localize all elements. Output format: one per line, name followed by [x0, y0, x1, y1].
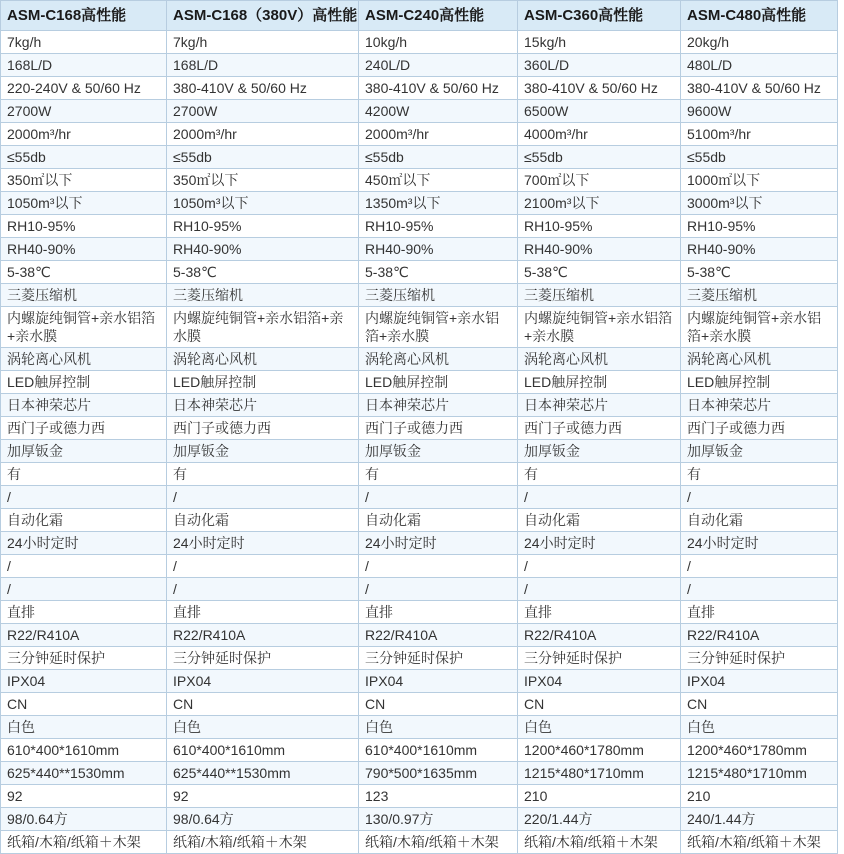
spec-cell: 自动化霜: [359, 509, 518, 532]
spec-cell: IPX04: [518, 670, 681, 693]
spec-cell: 西门子或德力西: [1, 417, 167, 440]
spec-cell: 直排: [518, 601, 681, 624]
column-header: ASM-C480高性能: [681, 1, 838, 31]
spec-cell: R22/R410A: [681, 624, 838, 647]
spec-cell: 350㎡以下: [167, 169, 359, 192]
spec-cell: 5100m³/hr: [681, 123, 838, 146]
spec-cell: 24小时定时: [1, 532, 167, 555]
spec-cell: 168L/D: [1, 54, 167, 77]
spec-cell: 4000m³/hr: [518, 123, 681, 146]
spec-cell: 2100m³以下: [518, 192, 681, 215]
table-row: [1, 169, 838, 192]
spec-cell: 610*400*1610mm: [359, 739, 518, 762]
spec-cell: 92: [167, 785, 359, 808]
spec-cell: 白色: [359, 716, 518, 739]
spec-cell: RH10-95%: [359, 215, 518, 238]
spec-cell: 日本神荣芯片: [359, 394, 518, 417]
spec-cell: 日本神荣芯片: [518, 394, 681, 417]
spec-cell: 24小时定时: [167, 532, 359, 555]
spec-cell: 1350m³以下: [359, 192, 518, 215]
spec-cell: 4200W: [359, 100, 518, 123]
spec-cell: ≤55db: [1, 146, 167, 169]
spec-cell: 1215*480*1710mm: [681, 762, 838, 785]
spec-cell: 三菱压缩机: [1, 284, 167, 307]
table-header-row: [1, 1, 838, 31]
spec-cell: 1215*480*1710mm: [518, 762, 681, 785]
table-row: [1, 440, 838, 463]
spec-cell: 625*440**1530mm: [1, 762, 167, 785]
spec-cell: 涡轮离心风机: [359, 348, 518, 371]
spec-cell: 有: [1, 463, 167, 486]
spec-cell: LED触屏控制: [681, 371, 838, 394]
spec-cell: 2000m³/hr: [359, 123, 518, 146]
spec-cell: 内螺旋纯铜管+亲水铝箔+亲水膜: [1, 307, 167, 348]
spec-cell: 涡轮离心风机: [1, 348, 167, 371]
spec-cell: 240L/D: [359, 54, 518, 77]
spec-cell: 加厚钣金: [359, 440, 518, 463]
spec-cell: 20kg/h: [681, 31, 838, 54]
spec-cell: RH10-95%: [1, 215, 167, 238]
spec-cell: 2700W: [167, 100, 359, 123]
spec-cell: 240/1.44方: [681, 808, 838, 831]
spec-cell: 内螺旋纯铜管+亲水铝箔+亲水膜: [518, 307, 681, 348]
table-row: [1, 509, 838, 532]
spec-cell: 纸箱/木箱/纸箱＋木架: [359, 831, 518, 854]
spec-cell: /: [167, 578, 359, 601]
spec-cell: 纸箱/木箱/纸箱＋木架: [518, 831, 681, 854]
spec-cell: LED触屏控制: [359, 371, 518, 394]
spec-cell: 2700W: [1, 100, 167, 123]
spec-cell: 6500W: [518, 100, 681, 123]
spec-cell: 380-410V & 50/60 Hz: [681, 77, 838, 100]
spec-cell: RH40-90%: [359, 238, 518, 261]
table-row: [1, 532, 838, 555]
spec-cell: 130/0.97方: [359, 808, 518, 831]
spec-cell: 白色: [681, 716, 838, 739]
spec-cell: 涡轮离心风机: [681, 348, 838, 371]
table-row: [1, 238, 838, 261]
table-row: [1, 555, 838, 578]
table-row: [1, 693, 838, 716]
table-row: [1, 348, 838, 371]
spec-cell: /: [167, 555, 359, 578]
spec-cell: IPX04: [681, 670, 838, 693]
spec-cell: 白色: [518, 716, 681, 739]
spec-cell: RH40-90%: [1, 238, 167, 261]
spec-cell: 98/0.64方: [167, 808, 359, 831]
column-header: ASM-C168（380V）高性能: [167, 1, 359, 31]
spec-cell: ≤55db: [681, 146, 838, 169]
spec-cell: 西门子或德力西: [359, 417, 518, 440]
table-row: [1, 578, 838, 601]
table-row: [1, 371, 838, 394]
spec-cell: 自动化霜: [1, 509, 167, 532]
spec-cell: 1050m³以下: [1, 192, 167, 215]
spec-cell: 380-410V & 50/60 Hz: [167, 77, 359, 100]
spec-cell: 内螺旋纯铜管+亲水铝箔+亲水膜: [167, 307, 359, 348]
spec-cell: 日本神荣芯片: [1, 394, 167, 417]
spec-cell: 纸箱/木箱/纸箱＋木架: [681, 831, 838, 854]
spec-cell: 三分钟延时保护: [518, 647, 681, 670]
spec-cell: 西门子或德力西: [681, 417, 838, 440]
spec-cell: CN: [359, 693, 518, 716]
spec-cell: 2000m³/hr: [1, 123, 167, 146]
table-row: [1, 670, 838, 693]
spec-cell: 三分钟延时保护: [167, 647, 359, 670]
spec-cell: CN: [681, 693, 838, 716]
spec-cell: 123: [359, 785, 518, 808]
spec-cell: 480L/D: [681, 54, 838, 77]
spec-cell: 有: [359, 463, 518, 486]
spec-cell: 98/0.64方: [1, 808, 167, 831]
spec-cell: 加厚钣金: [167, 440, 359, 463]
table-row: [1, 100, 838, 123]
table-row: [1, 486, 838, 509]
spec-cell: /: [167, 486, 359, 509]
spec-cell: 7kg/h: [1, 31, 167, 54]
table-row: [1, 785, 838, 808]
spec-cell: 450㎡以下: [359, 169, 518, 192]
spec-cell: 168L/D: [167, 54, 359, 77]
spec-cell: 白色: [167, 716, 359, 739]
spec-cell: 有: [167, 463, 359, 486]
spec-cell: 加厚钣金: [681, 440, 838, 463]
spec-cell: 自动化霜: [167, 509, 359, 532]
table-row: [1, 215, 838, 238]
table-row: [1, 307, 838, 348]
table-row: [1, 284, 838, 307]
spec-cell: 三分钟延时保护: [681, 647, 838, 670]
spec-cell: 625*440**1530mm: [167, 762, 359, 785]
header-row: [1, 1, 838, 31]
spec-cell: ≤55db: [167, 146, 359, 169]
spec-cell: R22/R410A: [1, 624, 167, 647]
spec-cell: 5-38℃: [167, 261, 359, 284]
spec-cell: 2000m³/hr: [167, 123, 359, 146]
spec-cell: 15kg/h: [518, 31, 681, 54]
spec-cell: RH10-95%: [681, 215, 838, 238]
spec-cell: 380-410V & 50/60 Hz: [359, 77, 518, 100]
table-row: [1, 739, 838, 762]
spec-cell: CN: [1, 693, 167, 716]
table-row: [1, 647, 838, 670]
table-row: [1, 463, 838, 486]
spec-cell: 直排: [167, 601, 359, 624]
spec-cell: /: [518, 486, 681, 509]
spec-cell: 三菱压缩机: [681, 284, 838, 307]
spec-cell: 日本神荣芯片: [681, 394, 838, 417]
spec-cell: 220/1.44方: [518, 808, 681, 831]
table-row: [1, 417, 838, 440]
spec-cell: 纸箱/木箱/纸箱＋木架: [1, 831, 167, 854]
spec-cell: 1000㎡以下: [681, 169, 838, 192]
spec-cell: IPX04: [359, 670, 518, 693]
column-header: ASM-C168高性能: [1, 1, 167, 31]
spec-cell: /: [1, 486, 167, 509]
table-row: [1, 261, 838, 284]
spec-cell: 350㎡以下: [1, 169, 167, 192]
spec-cell: RH40-90%: [167, 238, 359, 261]
spec-cell: /: [359, 486, 518, 509]
spec-cell: ≤55db: [359, 146, 518, 169]
spec-cell: RH10-95%: [167, 215, 359, 238]
spec-cell: 5-38℃: [359, 261, 518, 284]
spec-cell: 直排: [1, 601, 167, 624]
spec-cell: 西门子或德力西: [167, 417, 359, 440]
spec-cell: 自动化霜: [518, 509, 681, 532]
spec-cell: R22/R410A: [518, 624, 681, 647]
spec-cell: /: [1, 555, 167, 578]
spec-cell: 24小时定时: [518, 532, 681, 555]
spec-cell: 西门子或德力西: [518, 417, 681, 440]
spec-cell: 24小时定时: [681, 532, 838, 555]
spec-cell: IPX04: [1, 670, 167, 693]
spec-cell: 1200*460*1780mm: [518, 739, 681, 762]
spec-cell: 790*500*1635mm: [359, 762, 518, 785]
spec-cell: 三菱压缩机: [359, 284, 518, 307]
table-row: [1, 54, 838, 77]
spec-cell: 92: [1, 785, 167, 808]
spec-cell: R22/R410A: [167, 624, 359, 647]
spec-cell: 三分钟延时保护: [359, 647, 518, 670]
spec-cell: 5-38℃: [1, 261, 167, 284]
spec-cell: 纸箱/木箱/纸箱＋木架: [167, 831, 359, 854]
spec-cell: 直排: [681, 601, 838, 624]
table-row: [1, 394, 838, 417]
table-row: [1, 146, 838, 169]
spec-cell: CN: [518, 693, 681, 716]
table-row: [1, 31, 838, 54]
spec-cell: 9600W: [681, 100, 838, 123]
spec-cell: 内螺旋纯铜管+亲水铝箔+亲水膜: [681, 307, 838, 348]
spec-cell: 加厚钣金: [518, 440, 681, 463]
spec-cell: R22/R410A: [359, 624, 518, 647]
table-row: [1, 808, 838, 831]
spec-cell: /: [518, 555, 681, 578]
spec-cell: /: [681, 486, 838, 509]
table-body: [1, 31, 838, 854]
spec-cell: /: [518, 578, 681, 601]
spec-cell: RH40-90%: [681, 238, 838, 261]
table-row: [1, 77, 838, 100]
spec-cell: 加厚钣金: [1, 440, 167, 463]
table-row: [1, 716, 838, 739]
spec-cell: 白色: [1, 716, 167, 739]
spec-cell: 3000m³以下: [681, 192, 838, 215]
table-row: [1, 762, 838, 785]
spec-cell: 有: [681, 463, 838, 486]
spec-cell: CN: [167, 693, 359, 716]
spec-cell: /: [1, 578, 167, 601]
spec-cell: 7kg/h: [167, 31, 359, 54]
spec-cell: /: [359, 555, 518, 578]
table-row: [1, 192, 838, 215]
spec-cell: /: [681, 578, 838, 601]
spec-cell: 涡轮离心风机: [167, 348, 359, 371]
table-row: [1, 123, 838, 146]
spec-cell: 700㎡以下: [518, 169, 681, 192]
spec-cell: 610*400*1610mm: [1, 739, 167, 762]
spec-cell: 有: [518, 463, 681, 486]
spec-cell: /: [359, 578, 518, 601]
spec-cell: 10kg/h: [359, 31, 518, 54]
spec-cell: 自动化霜: [681, 509, 838, 532]
spec-cell: 380-410V & 50/60 Hz: [518, 77, 681, 100]
spec-cell: LED触屏控制: [518, 371, 681, 394]
spec-cell: 5-38℃: [681, 261, 838, 284]
spec-cell: 5-38℃: [518, 261, 681, 284]
column-header: ASM-C240高性能: [359, 1, 518, 31]
spec-cell: 1050m³以下: [167, 192, 359, 215]
spec-cell: 三菱压缩机: [167, 284, 359, 307]
spec-cell: 涡轮离心风机: [518, 348, 681, 371]
spec-cell: 610*400*1610mm: [167, 739, 359, 762]
spec-cell: 日本神荣芯片: [167, 394, 359, 417]
spec-cell: 210: [518, 785, 681, 808]
spec-cell: 三菱压缩机: [518, 284, 681, 307]
spec-cell: IPX04: [167, 670, 359, 693]
column-header: ASM-C360高性能: [518, 1, 681, 31]
spec-cell: 1200*460*1780mm: [681, 739, 838, 762]
spec-cell: 三分钟延时保护: [1, 647, 167, 670]
spec-cell: 24小时定时: [359, 532, 518, 555]
table-row: [1, 624, 838, 647]
spec-cell: RH40-90%: [518, 238, 681, 261]
spec-cell: 220-240V & 50/60 Hz: [1, 77, 167, 100]
spec-cell: RH10-95%: [518, 215, 681, 238]
spec-cell: LED触屏控制: [1, 371, 167, 394]
spec-cell: 直排: [359, 601, 518, 624]
spec-cell: ≤55db: [518, 146, 681, 169]
spec-cell: 内螺旋纯铜管+亲水铝箔+亲水膜: [359, 307, 518, 348]
spec-cell: 360L/D: [518, 54, 681, 77]
spec-cell: 210: [681, 785, 838, 808]
table-row: [1, 831, 838, 854]
spec-cell: LED触屏控制: [167, 371, 359, 394]
table-row: [1, 601, 838, 624]
spec-cell: /: [681, 555, 838, 578]
